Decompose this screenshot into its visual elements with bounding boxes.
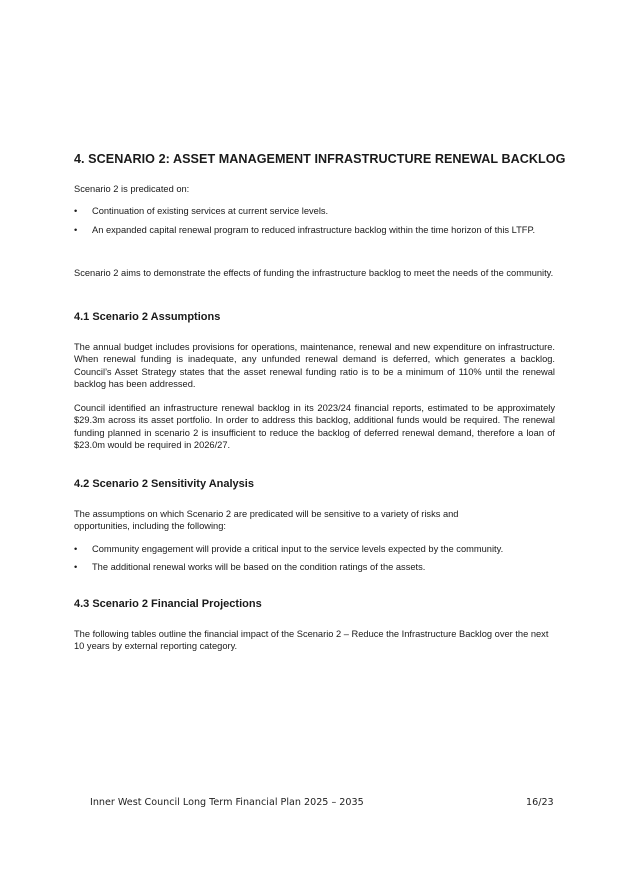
- assumptions-paragraph-2: Council identified an infrastructure renewal backlog in its 2023/24 financial reports, estimated to be approximately $29.3m across its asset portfolio. In order to address this backlog, additional funds would be required. The renewal funding planned in scenario 2 is insufficient to reduce the backlog of deferred renewal demand, therefore a loan of $23.0m would be required in 2026/27.: [74, 403, 555, 450]
- aim-paragraph: Scenario 2 aims to demonstrate the effects of funding the infrastructure backlog to meet the needs of the community.: [74, 268, 554, 278]
- section-heading: 4. SCENARIO 2: ASSET MANAGEMENT INFRASTRUCTURE RENEWAL BACKLOG: [74, 152, 566, 166]
- list-item-text: Community engagement will provide a critical input to the service levels expected by the community.: [92, 544, 504, 554]
- bullet-icon: •: [74, 225, 78, 235]
- page-number: 16/23: [526, 797, 554, 808]
- list-item-text: The additional renewal works will be based on the condition ratings of the assets.: [92, 562, 426, 572]
- subsection-title-4-1: 4.1 Scenario 2 Assumptions: [74, 311, 221, 323]
- list-item-text: Continuation of existing services at current service levels.: [92, 206, 329, 216]
- intro-text: Scenario 2 is predicated on:: [74, 184, 190, 194]
- assumptions-paragraph-1: The annual budget includes provisions for operations, maintenance, renewal and new expenditure on infrastructure. When renewal funding is inadequate, any unfunded renewal demand is deferred, which generates a backlog. Council’s Asset Strategy states that the asset renewal funding ratio is to be a minimum of 110% until the renewal backlog has been addressed.: [74, 342, 555, 389]
- subsection-title-4-3: 4.3 Scenario 2 Financial Projections: [74, 598, 262, 610]
- bullet-icon: •: [74, 562, 78, 572]
- bullet-icon: •: [74, 206, 78, 216]
- sensitivity-paragraph: The assumptions on which Scenario 2 are predicated will be sensitive to a variety of risks and opportunities, including the following:: [74, 509, 459, 532]
- footer-title: Inner West Council Long Term Financial Plan 2025 – 2035: [90, 797, 364, 808]
- subsection-title-4-2: 4.2 Scenario 2 Sensitivity Analysis: [74, 478, 254, 490]
- projections-paragraph: The following tables outline the financial impact of the Scenario 2 – Reduce the Infrastructure Backlog over the next 10 years by external reporting category.: [74, 629, 549, 652]
- list-item-text: An expanded capital renewal program to reduced infrastructure backlog within the time horizon of this LTFP.: [92, 225, 536, 235]
- bullet-icon: •: [74, 544, 78, 554]
